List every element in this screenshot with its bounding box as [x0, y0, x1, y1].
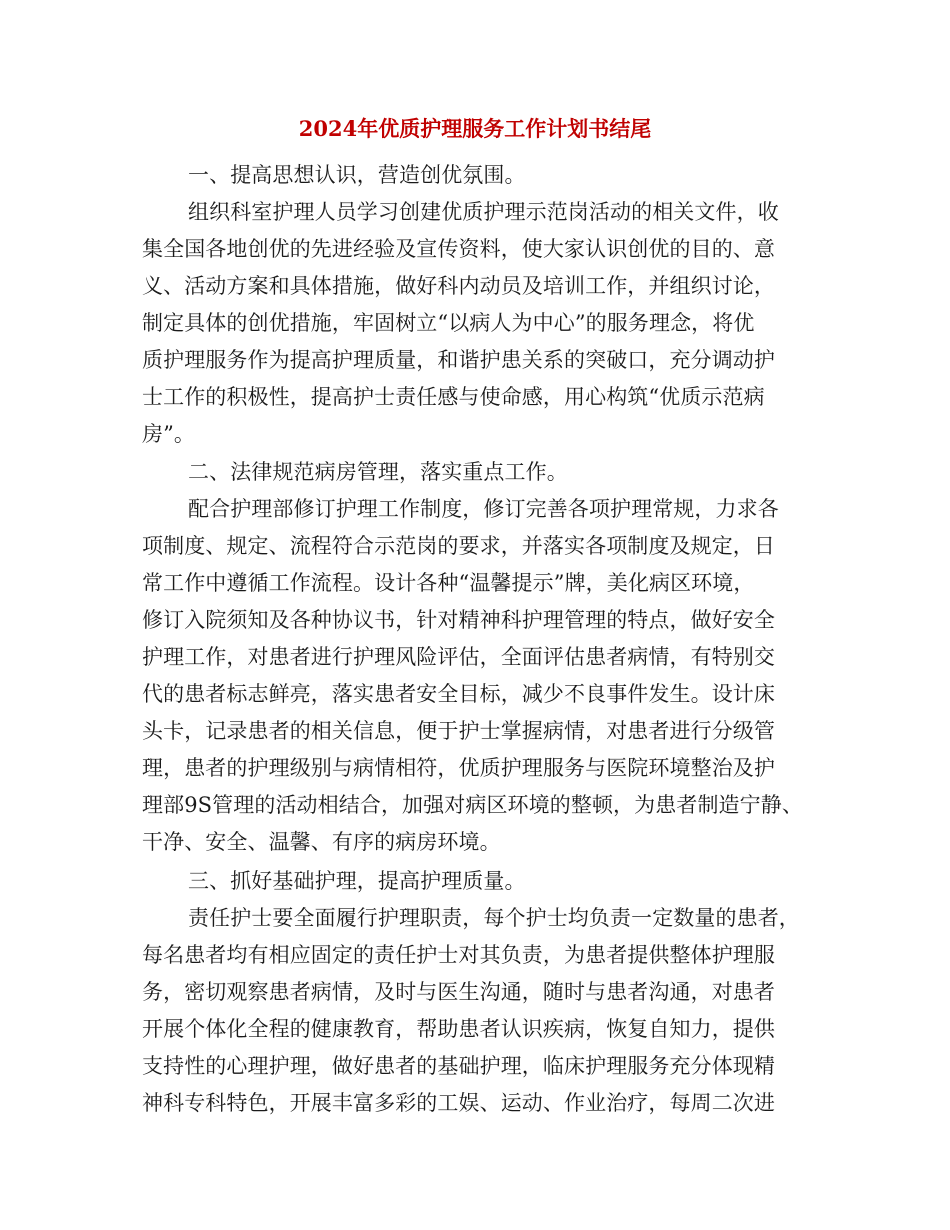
paragraph-line: 配合护理部修订护理工作制度，修订完善各项护理常规，力求各: [188, 497, 779, 521]
heading-section-1: 一、提高思想认识，营造创优氛围。: [188, 163, 526, 187]
paragraph-line: 责任护士要全面履行护理职责，每个护士均负责一定数量的患者，: [188, 906, 800, 930]
paragraph-line: 每名患者均有相应固定的责任护士对其负责，为患者提供整体护理服: [142, 943, 775, 967]
paragraph-line: 项制度、规定、流程符合示范岗的要求，并落实各项制度及规定，日: [142, 534, 775, 558]
paragraph-line: 修订入院须知及各种协议书，针对精神科护理管理的特点，做好安全: [142, 608, 775, 632]
paragraph-line: 士工作的积极性，提高护士责任感与使命感，用心构筑“优质示范病: [142, 385, 765, 409]
paragraph-line: 组织科室护理人员学习创建优质护理示范岗活动的相关文件，收: [188, 200, 779, 224]
paragraph-line: 常工作中遵循工作流程。设计各种“温馨提示”牌，美化病区环境，: [142, 571, 755, 595]
paragraph-line: 神科专科特色，开展丰富多彩的工娱、运动、作业治疗，每周二次进: [142, 1091, 775, 1115]
heading-section-2: 二、法律规范病房管理，落实重点工作。: [188, 460, 568, 484]
paragraph-line: 制定具体的创优措施，牢固树立“以病人为中心”的服务理念，将优: [142, 311, 755, 335]
paragraph-line: 代的患者标志鲜亮，落实患者安全目标，减少不良事件发生。设计床: [142, 682, 775, 706]
paragraph-line: 开展个体化全程的健康教育，帮助患者认识疾病，恢复自知力，提供: [142, 1017, 775, 1041]
paragraph-line: 支持性的心理护理，做好患者的基础护理，临床护理服务充分体现精: [142, 1054, 775, 1078]
paragraph-line: 理部9S管理的活动相结合，加强对病区环境的整顿，为患者制造宁静、: [142, 793, 803, 817]
paragraph-line: 干净、安全、温馨、有序的病房环境。: [142, 830, 501, 854]
document-title: 2024年优质护理服务工作计划书结尾: [298, 116, 652, 141]
paragraph-line: 务，密切观察患者病情，及时与医生沟通，随时与患者沟通，对患者: [142, 980, 775, 1004]
paragraph-line: 质护理服务作为提高护理质量，和谐护患关系的突破口，充分调动护: [142, 348, 775, 372]
paragraph-line: 理，患者的护理级别与病情相符，优质护理服务与医院环境整治及护: [142, 756, 775, 780]
paragraph-line: 集全国各地创优的先进经验及宣传资料，使大家认识创优的目的、意: [142, 237, 775, 261]
paragraph-line: 护理工作，对患者进行护理风险评估，全面评估患者病情，有特别交: [142, 645, 775, 669]
heading-section-3: 三、抓好基础护理，提高护理质量。: [188, 869, 526, 893]
paragraph-line: 义、活动方案和具体措施，做好科内动员及培训工作，并组织讨论，: [142, 274, 775, 298]
paragraph-line: 房”。: [142, 422, 196, 446]
paragraph-line: 头卡，记录患者的相关信息，便于护士掌握病情，对患者进行分级管: [142, 719, 775, 743]
